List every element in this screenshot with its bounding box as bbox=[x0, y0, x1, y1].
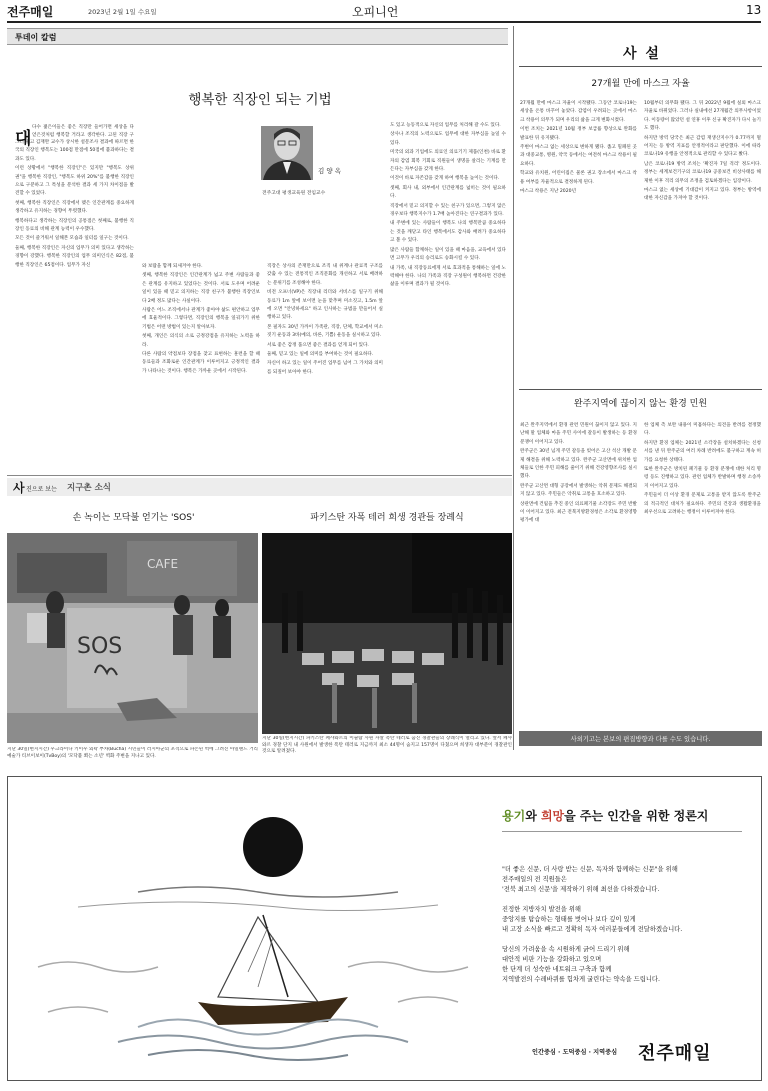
column-label-bar bbox=[7, 28, 508, 45]
editorial-paragraph: 또한 완주군은 방치된 폐기물 등 환경 분쟁에 대한 처리 명령 등도 진행하고 있다. 관련 업체가 반발하며 행정 소송까지 이어지고 있다. bbox=[644, 467, 761, 489]
editorial-2-text-a bbox=[520, 422, 637, 722]
boat-illustration bbox=[18, 797, 478, 1067]
photo-label-small: 진으로 보는 bbox=[26, 486, 57, 493]
editorial-paragraph: 하지만 환경 업체는 2021년 소각장을 설치하겠다는 신청서를 낸 뒤 완주군의 여러 차례 반려에도 불구하고 계속 허가를 요청한 상태다. bbox=[644, 440, 761, 463]
ad-line: "더 좋은 신문, 더 사랑 받는 신문, 독자와 함께하는 신문"을 위해 bbox=[502, 866, 678, 873]
masthead bbox=[0, 0, 768, 22]
ad-logo: 전주매일 bbox=[638, 1043, 712, 1064]
disclaimer-bar bbox=[519, 731, 762, 746]
column-paragraph: 직장에서 믿고 의지할 수 있는 친구가 있으면, 그렇지 않은 경우보다 행복지수가 1.7배 높아진다는 연구결과가 있다. bbox=[390, 203, 506, 218]
editorial-paragraph: 주변이 마스크 없는 세상으로 변하게 됐다. 좁고 밀폐된 곳과 대중교통, 병원, 약국 등에서는 여전히 마스크 착용이 필요하다. bbox=[520, 145, 637, 167]
editorial-paragraph: 주민들이 더 이상 환경 문제로 고통을 받지 않도록 완주군의 적극적인 대처가 필요하다. 주민의 건강과 생활환경을 최우선으로 고려하는 행정이 이루어져야 한다. bbox=[644, 493, 761, 516]
ad-headline-rule bbox=[502, 831, 742, 832]
photo-caption-1: 지난 30일(현지시간) 우크라이나 키이우 외곽 부차(Bucha) 시민들이 러시아군의 포격으로 파손된 벽에 그려진 아일랜드 거리 예술가 티브이보이(TvBoy)의 '모닥불 쬐는 소년' 벽화 주변을 지나고 있다. bbox=[7, 747, 258, 759]
ad-box bbox=[7, 776, 762, 1081]
column-text-2 bbox=[142, 263, 260, 504]
editorial-paragraph: 남은 코로나19 방역 조치는 '확진자 7일 격리' 정도이다. 정부는 세계보건기구의 코로나19 공중보건 비상사태를 해제한 이후 격리 의무의 조정을 검토하겠다는 입장이다. bbox=[644, 161, 761, 184]
photo-sos-mural bbox=[7, 533, 258, 743]
editorial-label: 사 설 bbox=[623, 46, 661, 62]
photo-caption-2: 지난 30일(현지시간) 파키스탄 페샤와르의 이슬람 사원 자살 폭탄 테러로 숨진 경찰관들의 장례식이 열리고 있다. 앞서 페샤와르 경찰 단지 내 사원에서 발생한 폭탄 테러로 지금까지 최소 44명이 숨지고 157명이 다쳤으며 희생자 대부분이 경찰관인 것으로 알려졌다. bbox=[262, 736, 512, 755]
svg-text:CAFE: CAFE bbox=[147, 557, 179, 571]
ad-paragraph-1 bbox=[502, 865, 757, 895]
editorial-title-2: 완주지역에 끊이지 않는 환경 민원 bbox=[573, 399, 708, 409]
editorial-paragraph: 마스크 착용은 지난 2020년 bbox=[520, 189, 577, 195]
ad-paragraph-3 bbox=[502, 945, 757, 985]
dropcap: 대 bbox=[15, 129, 32, 149]
photo-section-label bbox=[7, 478, 512, 496]
ad-line: 당신의 가려움을 속 시원하게 긁어 드리기 위해 bbox=[502, 946, 630, 953]
column-paragraph: 셋째, 행복한 직장인은 인간관계가 넓고 주변 사람들과 좋은 관계를 유지하고 있었다는 것이다. 서로 도우며 어려운 일이 있을 때 믿고 의지하는 직장 친구가 불행한 직장인보다 2배 정도 많다는 사실이다. bbox=[142, 273, 260, 304]
photo-funeral bbox=[262, 533, 512, 734]
column-paragraph: 행복하다고 생각하는 직장인의 공통점은 첫째로, 불행한 직장인 동료의 비해 관계 능력이 우수했다. bbox=[15, 218, 134, 233]
column-paragraph: 둘째, 행복한 직장인은 자신의 업무가 의미 있다고 생각하는 경향이 강했다. 행복한 직장인의 업무 의미인식은 82점, 불행한 직장인은 65점이다. 업무가 자신 bbox=[15, 245, 134, 268]
column-paragraph: 내 주변에 있는 사람들이 행복도 나의 행복만큼 중요하다는 것을 깨닫고 타인 행복에서도 감사와 배려가 중요하다고 볼 수 있다. bbox=[390, 221, 506, 244]
column-paragraph: 다수 젊은이들은 좋은 직장만 들어가면 세상을 다 얻은것처럼 행복할 거라고 생각한다. 고된 직장 구 bbox=[32, 125, 134, 138]
ad-line: 중앙지를 탐습하는 형태를 벗어나 보다 깊이 있게 bbox=[502, 916, 636, 923]
column-paragraph: 직장은 상사의 존재만으로 조직 내 위계나 관료적 구조를 갖출 수 있는 전통적인 조직문화를 개선하고 서로 배려하는 분위기를 조성해야 한다. bbox=[267, 264, 383, 286]
ad-paragraph-2 bbox=[502, 905, 757, 935]
column-paragraph: 많은 사람들 함께하는 일이 있을 때 마음을, 교육에서 있다면 고무가 우리의 승리로도 승화시킬 수 있다. bbox=[390, 247, 506, 262]
ad-line: '전북 최고의 신문'을 제작하기 위해 최선을 다하겠습니다. bbox=[502, 886, 660, 893]
column-paragraph: 이것이 바로 자존감을 갖게 하여 행복을 높이는 것이다. bbox=[390, 176, 500, 182]
ad-line: 진정한 지방자치 발전을 위해 bbox=[502, 906, 581, 913]
editorial-paragraph: 하지만 방역 당국은 최근 감염 재생산지수가 0.77까지 떨어지는 등 방역 지표를 안정적이라고 판단했다. 이에 따라 코로나19 유행을 안정적으로 관리할 수 있다고 봤다. bbox=[644, 135, 761, 158]
photo-label-big: 사 bbox=[13, 481, 25, 495]
svg-text:SOS: SOS bbox=[77, 634, 123, 659]
editorial-divider bbox=[519, 389, 762, 390]
ad-headline-rest: 을 주는 인간을 위한 정론지 bbox=[564, 809, 709, 823]
disclaimer-text: 사외기고는 본보의 편집방향과 다를 수도 있습니다. bbox=[570, 736, 711, 743]
column-label: 투데이 칼럼 bbox=[15, 33, 57, 42]
column-paragraph: 사람은 어느 조직에서나 관계가 좋아야 삶도 편안하고 업무에 효율적이다. 그렇다면, 직장인의 행복을 일궈가기 위한 기법은 어떤 방법이 있는지 알아보자. bbox=[142, 308, 260, 330]
author-name: 김 양 옥 bbox=[318, 167, 341, 175]
column-paragraph: 첫째, 개인은 의식의 소로 긍정강점을 유지하는 노력을 하라. bbox=[142, 334, 260, 348]
editorial-paragraph: 마스크 없는 세상에 기대감이 커지고 있다. 정부는 방역에 대한 자신감을 가져야 할 것이다. bbox=[644, 188, 761, 202]
ad-line: 대안적 비판 기능을 강화하고 있으며 bbox=[502, 956, 602, 963]
ad-headline-courage: 용기 bbox=[502, 809, 526, 823]
header-rule bbox=[7, 21, 761, 23]
column-paragraph: 자신이 하고 있는 일이 주어진 업무를 넘어 그 가치와 의미를 되짚어 보아야 한다. bbox=[267, 361, 383, 375]
column-paragraph: 셋째, 회사 내, 외부에서 인간관계를 넓히는 것이 필요하다. bbox=[390, 185, 506, 200]
column-text-3 bbox=[267, 263, 383, 504]
column-paragraph: 본 필자도 30년 가까이 가족관, 직장, 단체, 학교에서 미소짓기 운동과 3바(예의, 바른, 기쁨) 운동을 실시하고 있다. bbox=[267, 324, 383, 339]
ad-headline-hope: 희망 bbox=[540, 809, 565, 823]
column-paragraph: 상사나 조직의 노력으로도 업무에 대한 자부심을 높일 수 있다. bbox=[390, 132, 506, 146]
editorial-1-text-a bbox=[520, 100, 637, 385]
author-photo bbox=[247, 122, 327, 180]
author-title: 전주고대 평생교육원 전임교수 bbox=[262, 191, 326, 196]
ad-headline-wa: 와 bbox=[525, 809, 541, 823]
ad-line: 전주매일의 전 직원들은 bbox=[502, 876, 567, 883]
column-paragraph: 미국의 외과 기업에도 의료인 의료기기 제품(인천) 바로 환자의 감염 회복 기회로 직원들이 생명을 살리는 기계를 만든다는 자부심을 갖게 한다. bbox=[390, 150, 506, 173]
editorial-1-text-b bbox=[644, 100, 761, 385]
section-title: 오피니언 bbox=[352, 5, 399, 19]
editorial-paragraph: 27개월 만에 마스크 자율이 시작됐다. 그동안 코로나19는 세상을 온통 바꾸어 놓았다. 감염이 우려되는 곳에서 마스크 착용이 의무가 되며 우리의 삶을 크게 변화시켰다. bbox=[520, 101, 637, 123]
editorial-paragraph: 이번 조치는 2021년 10월 정부 보급률 향상으로 완화를 발표한 뒤 유지됐다. bbox=[520, 127, 637, 141]
issue-date: 2023년 2월 1일 수요일 bbox=[88, 8, 157, 16]
editorial-paragraph: 완주군은 30년 넘게 주민 갈등을 빚어온 고산 석산 개발 문제 해결을 위해 노력하고 있다. 완주군 고산면에 위치한 업체들로 인한 주민 피해를 줄이기 위해 건강영향조사를 실시했다. bbox=[520, 449, 637, 480]
ad-line: 지역발전의 수레바퀴를 힘차게 굴린다는 약속을 드립니다. bbox=[502, 976, 660, 983]
photo-label-accent: 지구촌 소식 bbox=[67, 483, 112, 493]
photo-title-1: 손 녹이는 모닥불 얻기는 'SOS' bbox=[72, 513, 195, 523]
column-title: 행복한 직장인 되는 기법 bbox=[188, 92, 332, 108]
editorial-label-rule bbox=[519, 66, 762, 67]
photo-title-2: 파키스탄 자폭 테러 희생 경관들 장례식 bbox=[310, 513, 464, 523]
editorial-paragraph: 10월부터 의무화 됐다. 그 뒤 2022년 9월에 실외 마스크 자율로 바뀌었다. 그러나 실내에선 27개월간 의무사항이었다. 이동량이 많았던 설 연휴 이후 신규 확진자가 다시 늘기도 했다. bbox=[644, 101, 761, 132]
column-paragraph: 다른 사람의 약점보다 장점을 찾고 표현하는 훈련을 할 때 동료들과 조화로운 인간관계가 이루어지고 긍정적인 결과가 나타나는 것이다. 행복은 가까운 곳에서 시작된다. bbox=[142, 352, 260, 374]
column-paragraph: 서로 좋은 감정 품으면 좋은 결과를 얻게 되어 있다. bbox=[267, 342, 369, 348]
page-number: 13 bbox=[746, 3, 762, 17]
column-paragraph: 이런 상황에서 "행복한 직장인"은 있지만 "행복도 상위권"을 행복한 직장인, "행복도 하위 20%"를 불행한 직장인으로 구분하고 그 특성을 분석한 결과 세 가지 차이점을 발견할 수 있었다. bbox=[15, 166, 134, 197]
editorial-paragraph: 완주군 고산면 대형 공장에서 발생하는 악취 문제도 해결되지 않고 있다. 주민들은 악취로 고통을 호소하고 있다. bbox=[520, 483, 637, 498]
paper-logo: 전주매일 bbox=[7, 5, 54, 19]
editorial-paragraph: 한 업체 측 보완 내용이 미흡하다는 의견을 반려를 결정했다. bbox=[644, 423, 761, 437]
column-paragraph: 모든 것이 즐거워서 일해본 모습과 일터를 일구는 것이다. bbox=[15, 236, 129, 242]
column-paragraph: 첫째, 행복한 직장인은 직장에서 맺은 인간관계를 중요하게 생각하고 유지하는 경향이 뚜렷했다. bbox=[15, 200, 134, 215]
editorial-paragraph: 상관면에 건립을 추진 중인 의료폐기물 소각장도 주민 반발이 이어지고 있다. 최근 전북지방환경청은 소각로 환경영향평가에 대 bbox=[520, 501, 637, 524]
ad-headline bbox=[502, 807, 708, 824]
ad-line: 한 단계 더 성숙한 네트워크 구축과 함께 bbox=[502, 966, 612, 973]
column-paragraph: 도 있고 능동적으로 자신의 업무를 처리해 갈 수도 있다. bbox=[390, 123, 501, 128]
editorial-title-1: 27개월 만에 마스크 자율 bbox=[591, 79, 690, 89]
photo-section-rule bbox=[7, 475, 512, 476]
column-paragraph: 와 보람을 함께 되새겨야 한다. bbox=[142, 264, 203, 269]
editorial-paragraph: 최근 완주지역에서 환경 관련 민원이 끊이지 않고 있다. 지난해 말 업체와 마을 주민 사이에 갈등이 발생하는 등 환경 분쟁이 이어지고 있다. bbox=[520, 423, 637, 445]
ad-slogan: 인간중심 · 도덕중심 · 지역중심 bbox=[532, 1049, 618, 1056]
column-text-1b bbox=[15, 139, 134, 504]
column-paragraph: 내 가족, 내 직장동료에게 서로 효과적을 통해하는 일에 노력해야 한다. 나의 가족과 직장 구성원이 행복하면 건강한 삶을 이루며 결과가 될 것이다. bbox=[390, 265, 506, 288]
column-paragraph: 둘째, 믿고 있는 일에 의미를 부여하는 것이 필요하다. bbox=[267, 352, 374, 358]
column-text-4 bbox=[390, 122, 506, 504]
column-divider bbox=[513, 26, 514, 750]
column-text-1 bbox=[32, 124, 134, 138]
column-paragraph: 그러나 고 김재완 교수가 상시한 설문조사 결과에 따르면 한국의 직장인 행복도는 100점 만점에 50점에 불과하다는 결과도 있다. bbox=[15, 140, 134, 162]
editorial-2-text-b bbox=[644, 422, 761, 722]
editorial-paragraph: 학교와 유치원, 어린이집은 물론 권고 장소에서 마스크 착용 여부를 자율적으로 결정하게 된다. bbox=[520, 171, 637, 185]
column-paragraph: 비전 오프너(VP)은 직장내 리더와 서비스를 일구기 위해 동료가 1m 앞에 보이면 눈을 맞추며 미소짓고, 1.5m 앞에 오면 "안녕하세요" 하고 인사하는 규범을 만들어서 실행하고 있다. bbox=[267, 290, 383, 321]
ad-line: 내 고장 소식을 빠르고 정확히 독자 여러분들에게 전달하겠습니다. bbox=[502, 926, 683, 933]
